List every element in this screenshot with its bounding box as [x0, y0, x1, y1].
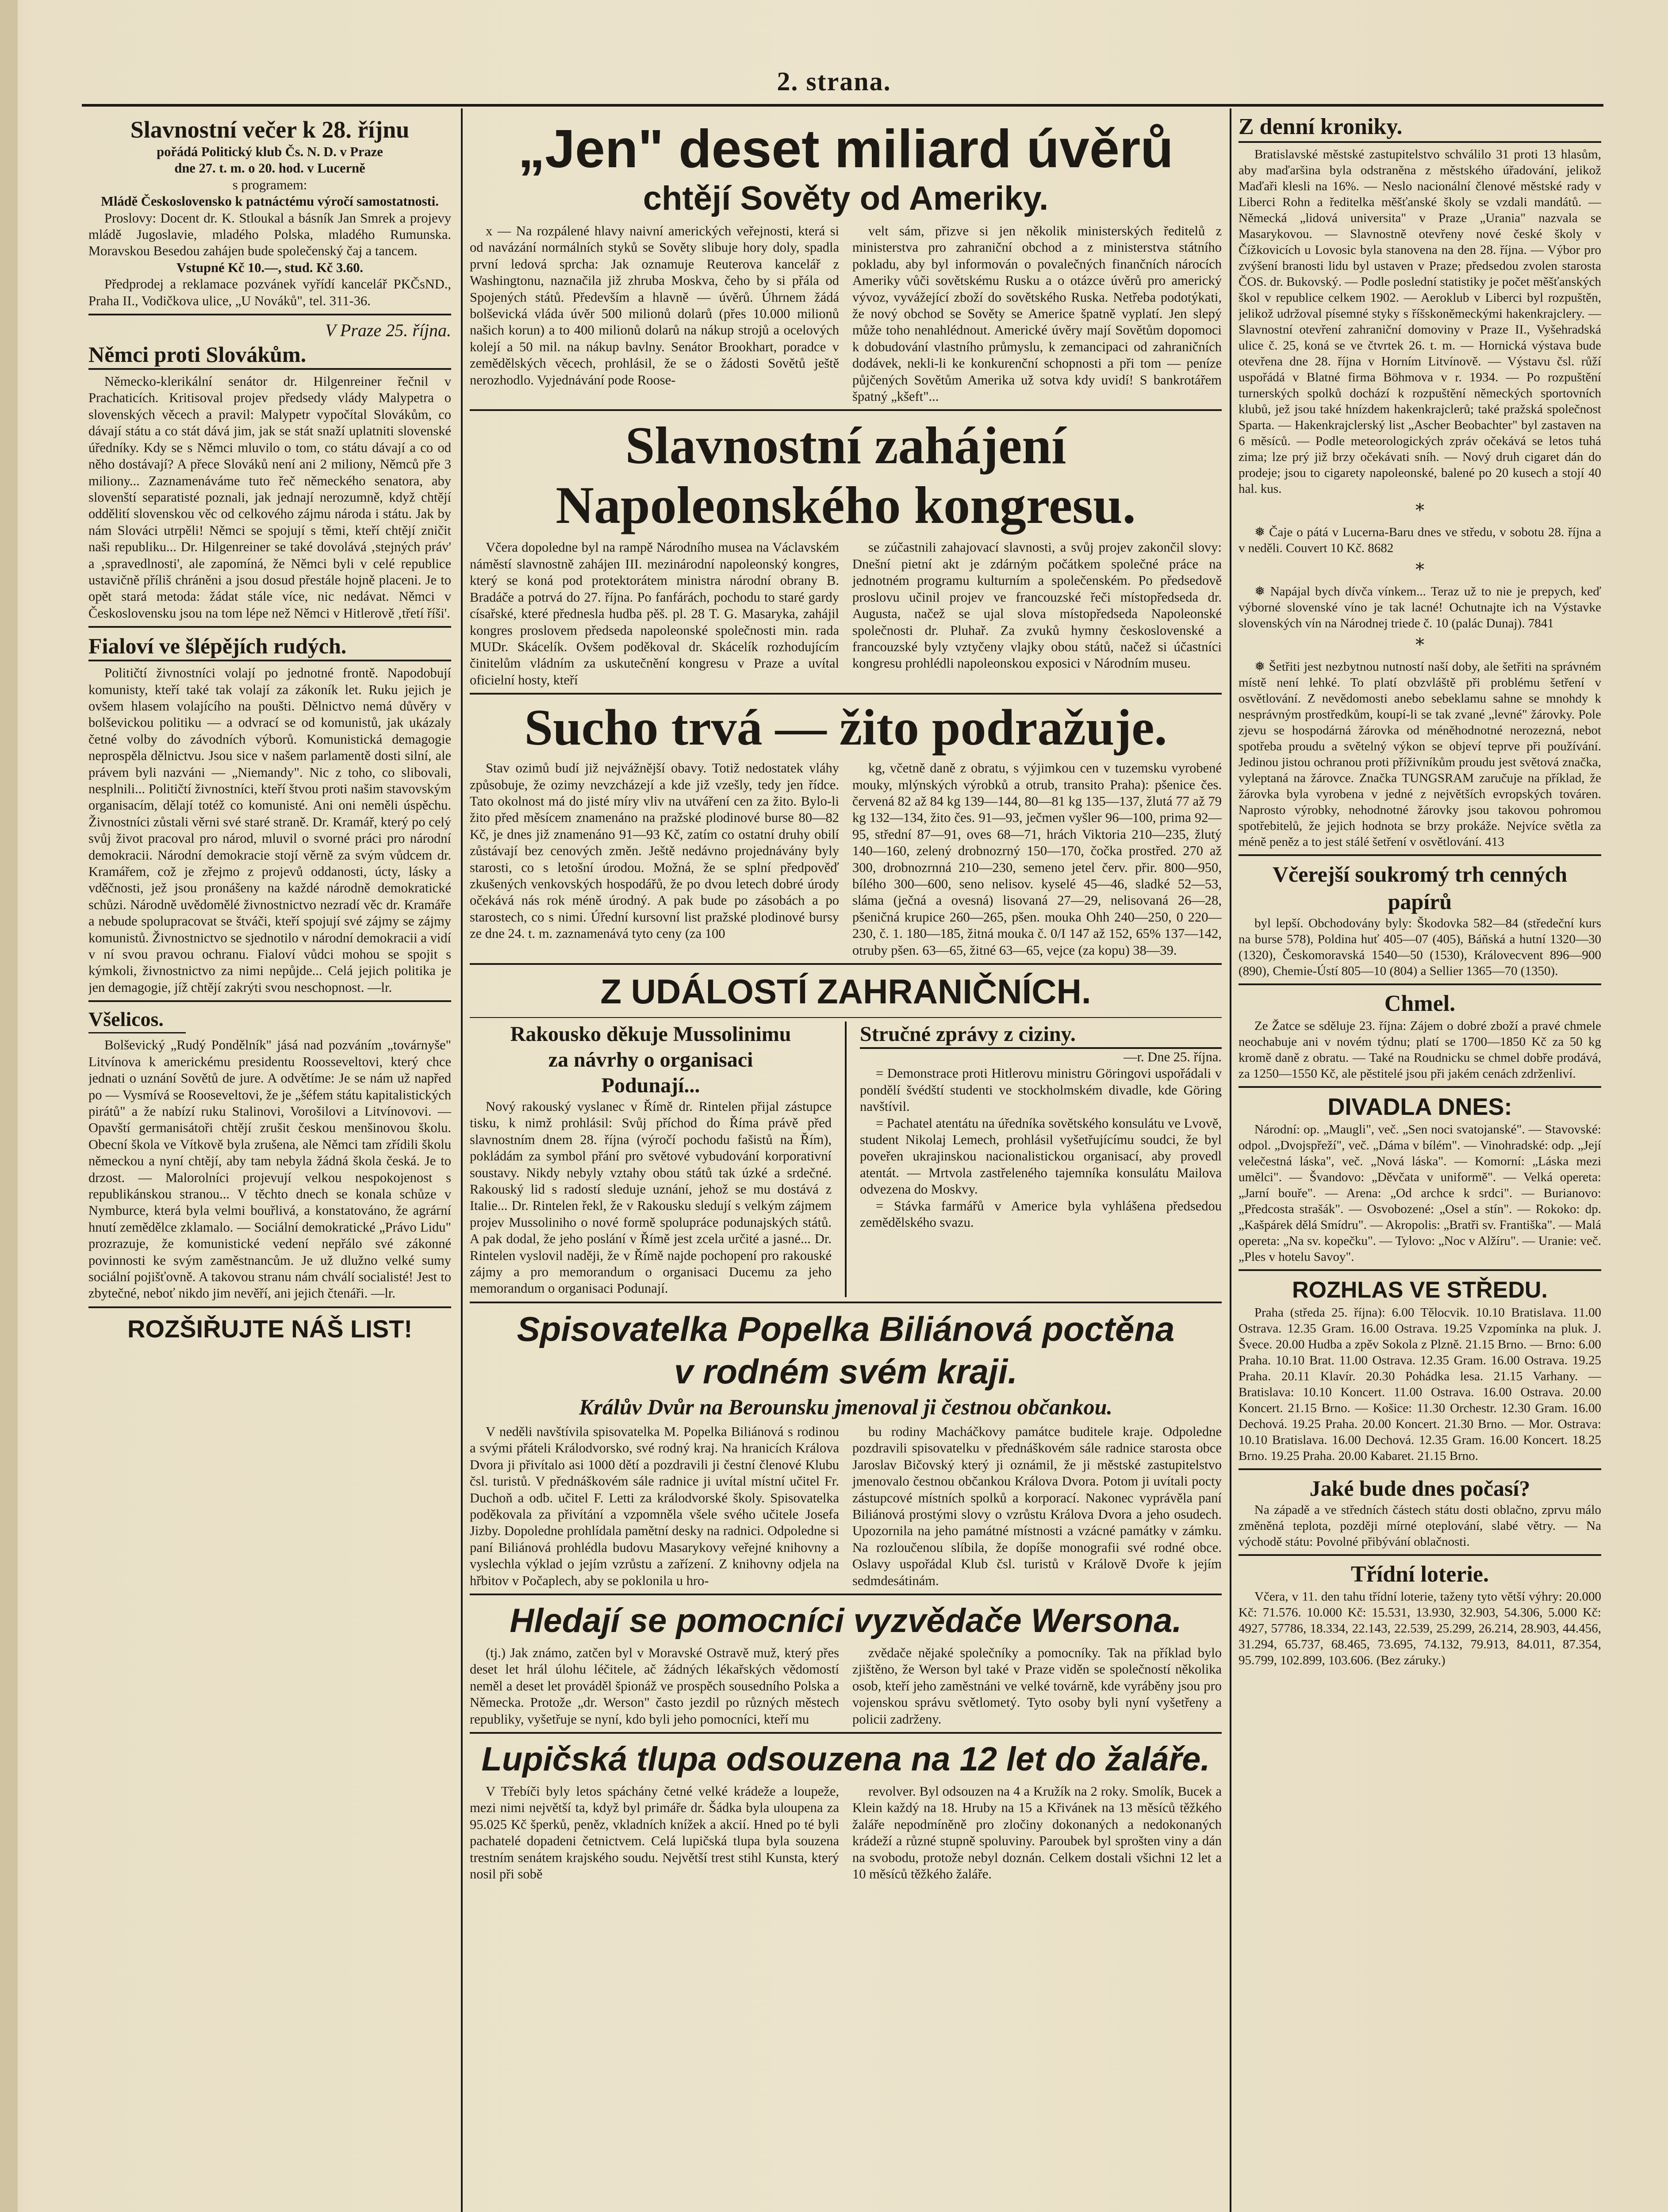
evening-presale-text: Předprodej a reklamace pozvánek vyřídí kancelář PKČsND., Praha II., Vodičkova ulice, „U Nováků", tel. 311-36.: [88, 276, 451, 308]
divider: [1239, 983, 1601, 985]
separator-star: *: [1415, 560, 1424, 580]
hops-title: Chmel.: [1384, 991, 1456, 1016]
austria-title: Rakousko děkuje Mussolinimu: [510, 1022, 791, 1046]
foreign-section-title: Z UDÁLOSTÍ ZAHRANIČNÍCH.: [600, 972, 1091, 1011]
divider: [470, 1017, 1222, 1018]
evening-body: [88, 210, 451, 260]
ad-wine: [1239, 584, 1601, 631]
gang-body-right: [852, 1783, 1222, 1882]
dateline: V Praze 25. října.: [325, 320, 451, 341]
credit-body-left: [470, 223, 839, 405]
column-divider-right: [1230, 108, 1231, 2212]
credit-subtitle: chtějí Sověty od Ameriky.: [643, 180, 1049, 217]
brief-item-text: = Demonstrace proti Hitlerovu ministru Göringovi uspořádali v pondělí švédští studenti ve stockholmském divadle, kde Göring navštívil.: [860, 1066, 1222, 1114]
ad-tungsram: [1239, 659, 1601, 850]
ad-lucerna-text: ❅ Čaje o pátá v Lucerna-Baru dnes ve středu, v sobotu 28. října a v neděli. Couvert 10 Kč. 8682: [1239, 525, 1601, 555]
austria-body-text: Nový rakouský vyslanec v Římě dr. Rintelen přijal zástupce tisku, k nimž prohlásil: Svůj příchod do Říma právě před slavnostním dnem 28. října (výročí pochodu fašistů na Řím), pokládám za symbol přání pro světové vybudování korporativní soustavy. Nikdy nebyly vztahy obou států tak úzké a srdečné. Rakouský lid s radostí sleduje uznání, jehož se mu dostává z Italie... Dr. Rintelen řekl, že v Rakousku sledují s velkým zájmem projev Mussoliniho o nové formě spolupráce podunajských států. A pak dodal, že jeho poslání v Římě jest zcela určité a jasné... Dr. Rintelen vyslovil naději, že v Římě najde pochopení pro rakouské zájmy a pro memorandum o organisaci Ducemu za jeho memorandum o organisaci Podunají.: [470, 1099, 832, 1296]
spy-article: [470, 1645, 1222, 1728]
germans-body-text: Německo-klerikální senátor dr. Hilgenreiner řečnil v Prachaticích. Kritisoval projev předsedy vlády Malypetra o slovenských věcech a pravil: Malypetr vypočítal Slovákům, co dávají státu a co stát dává jim, jak se stát snaží uplatniti slovenské úředníky. Kdy se s Němci mluvilo o tom, co státu dávají a co od něho dostávají? A přece Slováků není ani 2 miliony, Němců pře 3 miliony... Zaznamenáváme tuto řeč německého senatora, aby slovenští separatisté poznali, jak jednají nerozumně, když chtějí oddělití slovenskou věc od celkového zájmu národa i státu. Jak by nám Slováci utrpěli! Němci se spojují s těmi, kteří chtějí zničit naši republiku... Dr. Hilgenreiner se také dovolává ‚stejných práv' a ‚spravedlnosti', ale zapomíná, že Němci byli v celé republice ustavičně příliš chráněni a jsou dosud přestále hojně placeni. Je to opět stará metoda: žádat stále více, nic nedávat. Němci v Československu jsou na tom lépe než Němci v Hitlerově ‚třetí říši'.: [88, 374, 451, 621]
ad-tungsram-text: ❅ Šetřiti jest nezbytnou nutností naší doby, ale šetřiti na správném místě není lehké. To platí obzvláště při problému šetření v osvětlování. Z nevědomosti anebo sebeklamu sahne se mnohdy k nesprávným prostředkům, koupí-li se tak zvané „levné" žárovky. Pole zjevu se hospodárná žárovka od méněhodnotné nerozezná, nebot spotřeba proudu a světelný výkon se objeví teprve při používání. Jedinou jistou ochranou proti příživníkům proudu jest světová značka, vyleptaná na žárovce. Značka TUNGSRAM zaručuje na příklad, že žárovka byla vyrobena v jedné z největších evropských továren. Naprosto výrobky, nehodnotné žárovky jsou takovou pohromou spotřebitelů, že jejich hodnota se brzy prokáže. Nejvíce světla za méně peněz a to jest stálé šetření v osvětlování. 413: [1239, 660, 1601, 849]
austria-title-3: Podunají...: [601, 1074, 700, 1097]
divider: [470, 693, 1222, 695]
austria-body: [470, 1098, 832, 1297]
drought-body-left-text: Stav ozimů budí již nejvážnější obavy. Totiž nedostatek vláhy způsobuje, že ozimy nevzcházejí a kde již vzešly, tedy jen řídce. Tato okolnost má do jisté míry vliv na utváření cen za žito. Bylo-li žito před měsícem znamenáno na pražské plodinové burse 80—82 Kč, je dnes již znamenáno 91—93 Kč, zatím co ostatní druhy obilí zůstávají bez cenových změn. Ještě nedávno projednávány byly starosti, co s letošní úrodou. Možná, že se splní předpověď zkušených venkovských hospodářů, že po dvou letech dobré úrody očekává nás rok méně úrodný. A pak bude po zásobách a po starostech, co s nimi. Úřední kursovní list pražské plodinové bursy ze dne 24. t. m. zaznamenává tyto ceny (za 100: [470, 760, 839, 941]
brief-item: [860, 1198, 1222, 1231]
spy-body-left: [470, 1645, 839, 1728]
weather-title: Jaké bude dnes počasí?: [1309, 1476, 1530, 1501]
weather-body-text: Na západě a ve středních částech státu dosti oblačno, zprvu málo změněná teplota, později mírné oteplování, slabé větry. — Na východě státu: Povolné přibývání oblačnosti.: [1239, 1503, 1601, 1549]
drought-body-left: [470, 760, 839, 959]
left-column: [88, 113, 451, 2212]
divider: [470, 1302, 1222, 1303]
fialovi-title: Fialoví ve šlépějích rudých.: [88, 632, 451, 661]
vselicos-body: [88, 1037, 451, 1302]
austria-article: [470, 1022, 832, 1297]
lottery-body-text: Včera, v 11. den tahu třídní loterie, taženy tyto větší výhry: 20.000 Kč: 71.576. 10.000 Kč: 15.531, 13.930, 32.903, 54.306, 5.000 Kč: 4927, 57786, 18.334, 22.143, 22.539, 25.299, 26.214, 28.903, 44.456, 31.294, 65.737, 68.465, 73.695, 74.132, 79.913, 84.011, 87.354, 95.799, 102.899, 103.606. (Bez záruky.): [1239, 1590, 1601, 1667]
divider: [1239, 854, 1601, 856]
evening-line: s programem:: [232, 177, 307, 192]
radio-title: ROZHLAS VE STŘEDU.: [1292, 1277, 1548, 1303]
popelka-body-right-text: bu rodiny Macháčkovy památce buditele kraje. Odpoledne pozdravili spisovatelku v přednáškovém sále radnice starosta obce Jaroslav Bičovský který ji oznámil, že ji městské zastupitelstvo jmenovalo čestnou občankou Králova Dvora. Potom ji uvítali pocty zástupcové místních spolků a korporací. Nakonec vyprávěla paní Biliánová prostými slovy o vzrůstu Králova Dvora a jeho osudech. Upozornila na jeho památné místnosti a vzácné památky v zámku. Na rozloučenou slíbila, že dopíše monografii své rodné obce. Oslavy uspořádal Klub čsl. turistů v Králově Dvoře k jejím sedmdesátinám.: [852, 1424, 1222, 1588]
divider: [1239, 1468, 1601, 1470]
header-rule: [82, 104, 1603, 107]
spread-slogan: ROZŠIŘUJTE NÁŠ LIST!: [127, 1314, 413, 1343]
gang-body-left: [470, 1783, 839, 1882]
stock-title: Včerejší soukromý trh cenných papírů: [1272, 862, 1568, 914]
brief-article: [860, 1022, 1222, 1297]
chronicle-body-text: Bratislavské městské zastupitelstvo schválilo 31 proti 13 hlasům, aby maďaršina byla odstraněna z městského úřadování, jelikož Maďaři klesli na 16%. — Neslo nacionální členové městské rady v Liberci Rohn a ředitelka měšťanské školy se vzdali mandátů. — Německá „lidová universita" v Praze „Urania" nazvala se Masarykovou. — Slavnostně otevřeny nové české školy v Čížkovicích u Lovosic byla stanovena na den 28. října. — Výbor pro zvýšení branosti lidu byl ustaven v Praze; předsedou zvolen starosta ČOS. dr. Bukovský. — Podle poslední statistiky je počet měšťanských škol v republice celkem 1902. — Aeroklub v Liberci byl rozpuštěn, jelikož udržoval písemné styky s říšskoněmeckými hakenkrajclery. — Slavnostní otevření zahraniční domoviny v Praze II., Vyšehradská ulice č. 25, koná se ve čtvrtek 26. t. m. — Hornická výstava bude otevřena dne 28. října v Horním Litvínově. — Výstavu čsl. růží uspořádá v Blatné firma Böhmova v r. 1934. — Po rozpuštění turnerských spolků dochází k rozpuštění německých sportovních klubů, jež jsou také hnízdem hakenkrajclerů; také pražská společnost Sparta. — Hakenkrajclerský list „Ascher Beobachter" byl zastaven na 6 měsíců. — Podle meteorologických zpráv očekává se letos tuhá zima; lze prý již brzy očekávati sníh. — Nový druh cigaret dán do prodeje; jsou to cigarety napoleonské, balené po 20 kusech a stojí 40 hal. kus.: [1239, 147, 1601, 496]
vselicos-body-text: Bolševický „Rudý Pondělník" jásá nad pozváním „továrnyše" Litvínova k americkému presidentu Roosseveltovi, který chce jednati o uznání Sovětů de jure. A odvětíme: Je se nám už napřed po — Vysmívá se Rooseveltovi, že je „šéfem státu kapitalistických pirátů" a že nabízí ruku Stalinovi, Vorošilovi a Litvínovovi. — Opavští germanisátoři chtějí zrušit českou menšinovou školu. Obecní škola ve Vítkově byla zrušena, ale Němci tam zřídili školu německou a nyní chtějí, aby tam nebyla žádná škola česká. Je to drzost. — Malorolníci projevují velkou nespokojenost s republikánskou stranou... V těchto dnech se konala schůze v Nymburce, která byla velmi bouřlivá, a konstatováno, že agrární hnutí zemědělce zklamalo. — Sociální demokratické „Právo Lidu" prozrazuje, že komunistické vedení nepřálo své zákonné povinnosti ke svým zaměstnancům. Je už dlužno velké sumy sociální pojišťovně. A takovou stranu nám chválí socialisté! Jest to zbytečné, neboť nikdo jim nevěří, ani jejich čtenáři. —lr.: [88, 1037, 451, 1301]
popelka-title: Spisovatelka Popelka Biliánová poctěna: [517, 1309, 1175, 1348]
divider: [470, 1732, 1222, 1734]
separator-star: *: [1415, 500, 1424, 521]
gang-body-left-text: V Třebíči byly letos spáchány četné velké krádeže a loupeže, mezi nimi největší ta, když byl primáře dr. Šádka byla uloupena za 95.025 Kč šperků, peněz, vkladních knížek a akcií. Hned po té byli pachatelé dopadeni četnictvem. Celá lupičská tlupa byla souzena trestním senátem krajského soudu. Největší trest stihl Kunsta, který nosil při sobě: [470, 1783, 839, 1882]
divider: [1239, 1086, 1601, 1088]
chronicle-body: [1239, 146, 1601, 497]
credit-body-right-text: velt sám, přizve si jen několik ministerských ředitelů z ministerstva pro zahraniční obchod a z ministerstva státního pokladu, aby byl informován o povalečných finančních nárocích Ameriky vůči sovětskému Rusku a o otázce úvěrů pro americký vývoz, vyvážející zboží do sovětského Ruska. Netřeba podotýkati, že nový obchod se Sověty se Americe špatně vyplatí. Jen slepý může toho nenahlédnout. Americké úvěry mají Sovětům dopomoci k dobudování vlastního průmyslu, k zemancipaci od zahraničních dodávek, nekli-li ke konkurenční schopnosti a při tom — peníze půjčených Sovětům Amerika už sotva kdy uvidí! S bankrotářem špatný „kšeft"...: [852, 223, 1222, 404]
lottery-body: [1239, 1589, 1601, 1668]
theatre-body-text: Národní: op. „Maugli", več. „Sen noci svatojanské". — Stavovské: odpol. „Dvojspřeží", več. „Dáma v bílém". — Vinohradské: odp. „Její velečestná láska", več. „Nová láska". — Komorní: „Láska mezi umělci". — Švandovo: „Děvčata v uniformě". — Velká opereta: „Jarní bouře". — Arena: „Od archce k srdci". — Burianovo: „Předcosta strašák". — Osvobozené: „Osel a stín". — Rokoko: dp. „Kašpárek dělá Smídru". — Akropolis: „Bratři sv. Františka". — Malá opereta: „Na sv. kopečku". — Tylovo: „Noc v Alžíru". — Uranie: več. „Ples v hotelu Savoy".: [1239, 1122, 1601, 1264]
weather-body: [1239, 1502, 1601, 1550]
spy-body-left-text: (tj.) Jak známo, zatčen byl v Moravské Ostravě muž, který přes deset let hrál úlohu léčitele, ač žádných lékařských vědomostí neměl a deset let prováděl špionáž ve prospěch sousedního Polska a Německa. Protože „dr. Werson" často jezdil po různých městech republiky, vyšetřuje se nyní, kdo byli jeho pomocníci, kteří mu: [470, 1645, 839, 1727]
evening-price: Vstupné Kč 10.—, stud. Kč 3.60.: [176, 260, 363, 275]
congress-body-right: [852, 539, 1222, 688]
popelka-title-2: v rodném svém kraji.: [674, 1352, 1018, 1391]
lottery-title: Třídní loterie.: [1351, 1562, 1489, 1587]
drought-title: Sucho trvá — žito podražuje.: [524, 699, 1167, 757]
congress-subtitle: Napoleonského kongresu.: [556, 476, 1136, 535]
center-section: [470, 113, 1222, 2212]
stock-body: [1239, 915, 1601, 979]
brief-item-text: = Pachatel atentátu na úředníka sovětského konsulátu ve Lvově, student Nikolaj Lemech, prohlásil vyšetřujícímu soudci, že byl poveřen ukrajinskou nacionalistickou organisací, aby provedl atentát. — Mrtvola zastřeleného tajemníka konsulátu Mailova odvezena do Moskvy.: [860, 1115, 1222, 1197]
congress-title: Slavnostní zahájení: [625, 416, 1066, 475]
popelka-body-left: [470, 1424, 839, 1589]
brief-item: [860, 1065, 1222, 1115]
divider: [470, 963, 1222, 965]
divider: [470, 1594, 1222, 1595]
credit-body-left-text: x — Na rozpálené hlavy naivní amerických veřejnosti, která si od navázání normálních styků se Sověty slibuje hory doly, spadla první ledová sprcha: Jak oznamuje Reuterova kancelář z Washingtonu, naznačila již zhruba Moskva, čeho by si přála od Spojených států. Především a hlavně — úvěrů. Úhrnem žádá bolševická vláda úvěr 500 milionů dolarů (přes 10.000 milionů našich korun) a to 400 milionů dolarů na nákup strojů a ocelových kolejí a 50 mil. na nákup bavlny. Senátor Brookhart, poradce v zemědělských věcech, prohlásil, že se o žádosti Sovětů ještě nerozhodlo. Vyjednávání pode Roose-: [470, 223, 839, 388]
evening-body-text: Proslovy: Docent dr. K. Stloukal a básník Jan Smrek a projevy mládě Jugoslavie, mladého Polska, mladého Rumunska. Moravskou Besedou zahájen bude společenský čaj a tancem.: [88, 210, 451, 259]
spy-title: Hledají se pomocníci vyzvědače Wersona.: [510, 1601, 1182, 1640]
theatre-body: [1239, 1121, 1601, 1265]
credit-article: [470, 223, 1222, 405]
stock-body-text: byl lepší. Obchodovány byly: Škodovka 582—84 (středeční kurs na burse 578), Poldina huť 405—07 (405), Báňská a hutní 1320—30 (1320), Českomoravská 1540—50 (1530), Královecvent 896—900 (890), Chemie-Ústí 805—10 (804) a Sellier 1365—70 (1350).: [1239, 916, 1601, 978]
evening-title: Slavnostní večer k 28. říjnu: [130, 116, 410, 143]
column-divider: [845, 1022, 847, 1297]
divider: [88, 1000, 451, 1002]
brief-item: [860, 1115, 1222, 1198]
brief-item-text: = Stávka farmářů v Americe byla vyhlášena předsedou zemědělského svazu.: [860, 1198, 1222, 1230]
page-number: 2. strana.: [777, 67, 891, 96]
germans-title: Němci proti Slovákům.: [88, 341, 451, 370]
drought-body-right-text: kg, včetně daně z obratu, s výjimkou cen v tuzemsku vyrobené mouky, mlýnských výrobků a otrub, transito Praha): pšenice čes. červená 82 až 84 kg 139—144, 80—81 kg 135—137, žlutá 77 až 79 kg 132—134, žito čes. 91—93, ječmen vyšler 96—100, prima 92—95, střední 87—91, oves 68—71, hrách Viktoria 210—235, žlutý 140—160, zelený drobnozrný 150—170, čočka prostřed. 270 až 300, drobnozrnná 210—230, semeno jetel červ. přir. 800—950, bílého 300—600, seno nelisov. kyselé 45—46, sladké 52—53, sláma (ječná a ovesná) lisovaná 27—29, nelisovaná 26—28, pšeničná krupice 260—265, pšen. mouka Ohh 240—250, 0 220—230, č. 1. 180—185, žitná mouka č. 0/I 147 až 152, 65% 137—142, otruby pšen. 63—65, žitné 63—65, vejce (za kopu) 38—39.: [852, 760, 1222, 958]
gang-title: Lupičská tlupa odsouzena na 12 let do žaláře.: [481, 1740, 1210, 1778]
evening-line: Mládě Československo k patnáctému výročí samostatnosti.: [101, 194, 439, 209]
page-edge: [0, 0, 18, 2212]
popelka-body-right: [852, 1424, 1222, 1589]
radio-body-text: Praha (středa 25. října): 6.00 Tělocvik. 10.10 Bratislava. 11.00 Ostrava. 12.35 Gram. 16.00 Ostrava. 19.25 Vzpomínka na pluk. J. Švece. 20.00 Hudba a zpěv Sokola z Plzně. 21.15 Brno. — Brno: 6.00 Praha. 10.10 Brat. 11.00 Ostrava. 12.35 Gram. 16.00 Ostrava. 19.25 Praha. 20.11 Klavír. 20.30 Pohádka lesa. 21.15 Varhany. — Bratislava: 10.10 Koncert. 11.00 Ostrava. 16.00 Ostrava. 20.00 Koncert. 21.15 Brno. — Košice: 11.30 Orchestr. 12.30 Gram. 16.00 Dechová. 19.25 Praha. 20.00 Koncert. 21.30 Brno. — Mor. Ostrava: 10.10 Bratislava. 16.00 Dechová. 12.35 Gram. 16.00 Koncert. 18.25 Brno. 19.25 Praha. 20.00 Kabaret. 21.15 Brno.: [1239, 1306, 1601, 1463]
spy-body-right-text: zvědače nějaké společníky a pomocníky. Tak na příklad bylo zjištěno, že Werson byl také v Praze viděn se společností několika osob, kteří jeho zaměstnáni ve velké továrně, kde vyráběny jsou pro vojenskou správu světlometý. Tyto osoby byli nyní vyšetřeny a policii zadrženy.: [852, 1645, 1222, 1727]
ad-lucerna: [1239, 524, 1601, 556]
vselicos-title: Všelicos.: [88, 1006, 186, 1033]
congress-body-right-text: se zúčastnili zahajovací slavnosti, a svůj projev zakončil slovy: Dnešní pietní akt je zdárným počátkem společné práce na jednotném programu kulturním a společenském. Po předsedově proslovu učinil projev ve francouzské řeči místopředseda dr. Augusta, načež se ujal slova místopředseda Napoleonské společnosti dr. Pluhař. Za zvuků hymny československé a francouzské byly vztyčeny vlajky obou států, načež si účastníci kongresu prohlédli napoleonskou exposici v Národním museu.: [852, 540, 1222, 671]
drought-article: [470, 760, 1222, 959]
evening-line: dne 27. t. m. o 20. hod. v Lucerně: [174, 161, 365, 176]
chronicle-title: Z denní kroniky.: [1239, 113, 1601, 143]
popelka-body-left-text: V neděli navštívila spisovatelka M. Popelka Biliánová s rodinou a svými přáteli Králodvorsko, své rodný kraj. Na hranicích Králova Dvora ji přivítalo asi 1000 dětí a pozdravili ji čestní členové Klubu čsl. turistů. V přednáškovém sále radnice ji uvítal místní učitel Fr. Duchoň a odb. učitel F. Letti za králodvorské školy. Spisovatelka poděkovala za přivítání a vzpomněla všele svého učitele Josefa Jizby. Dopoledne prohlídala pamětní desky na radnici. Odpoledne si paní Biliánová prohlédla budovu Masarykovy veřejné knihovny a vyslechla výklad o jejím vzrůstu a zařízení. Z knihovny odjela na hřbitov v Počaplech, aby se poklonila u hro-: [470, 1424, 839, 1588]
drought-body-right: [852, 760, 1222, 959]
gang-body-right-text: revolver. Byl odsouzen na 4 a Kružík na 2 roky. Smolík, Bucek a Klein každý na 18. Hruby na 15 a Křivánek na 13 měsíců těžkého žaláře nepodmíněně pro zločiny dokonaných a nedokonaných krádeží a různé stupně spoluviny. Paroubek byl sprošten viny a dán na svobodu, protože nebyl doznán. Celkem dostali všichni 12 let a 10 měsíců těžkého žaláře.: [852, 1783, 1222, 1882]
spy-body-right: [852, 1645, 1222, 1728]
congress-body-left: [470, 539, 839, 688]
credit-body-right: [852, 223, 1222, 405]
evening-line: pořádá Politický klub Čs. N. D. v Praze: [157, 144, 383, 159]
radio-body: [1239, 1305, 1601, 1464]
right-column: [1239, 113, 1601, 2212]
fialovi-body-text: Političtí živnostníci volají po jednotné frontě. Napodobují komunisty, kteří také tak volají za zákoník let. Ruku jejich je ovšem hlasem volajícího na poušti. Dělnictvo nemá důvěry v bolševickou politiku — a odvrací se od komunistů, jak ukázaly četné volby do závodních výborů. Komunistická demagogie neprospěla dělnictvu. Jsou sice v našem parlamentě dosti silní, ale právem byli nazváni — „Niemandy". Nic z toho, co slibovali, nesplnili... Političtí živnostníci, kteří štvou proti našim stavovským organisacím, dělají totéž co komunisté. Ani oni neměli úspěchu. Živnostníci zůstali věrni své staré straně. Dr. Kramář, který po celý svůj život pracoval pro národ, mluvil o svorné práci pro národní demokracii. Národní demokracie stojí věrně za svým vůdcem dr. Kramářem, což je zřejmo z projevů oddanosti, úcty, lásky a vděčnosti, jež jsou pronášeny na každé národně demokratické schůzi. Národně uvědomělé živnostnictvo nezradí věc dr. Kramáře a nebude spolupracovat se štváči, kteří spojují své zájmy se zájmy komunistů. Živnostnictvo se sjednotilo v národní demokracii a vidí v ní svou pravou ochranu. Fialoví vůdci mohou se spojit s kýmkoli, živnostnictvo za nimi nepůjde... Celá jejich politika je jen demagogie, jíž chtějí zakrýti svou neschopnost. —lr.: [88, 665, 451, 995]
divider: [88, 626, 451, 628]
austria-title-2: za návrhy o organisaci: [548, 1048, 753, 1071]
separator-star: *: [1415, 635, 1424, 655]
brief-dateline: —r. Dne 25. října.: [1124, 1049, 1222, 1064]
divider: [88, 314, 451, 315]
divider: [1239, 1269, 1601, 1271]
evening-details: [88, 144, 451, 210]
gang-article: [470, 1783, 1222, 1882]
congress-article: [470, 539, 1222, 688]
hops-body: [1239, 1018, 1601, 1082]
evening-presale: [88, 276, 451, 309]
divider: [88, 1306, 451, 1308]
popelka-article: [470, 1424, 1222, 1589]
ad-wine-text: ❅ Napájal bych dívča vínkem... Teraz už to nie je prepych, keď výborné slovenské víno je tak lacné! Ochutnajte ich na Výstavke slovenských vín na Národnej triede č. 10 (palác Dunaj). 7841: [1239, 584, 1601, 630]
divider: [1239, 1554, 1601, 1556]
foreign-section: [470, 1022, 1222, 1297]
popelka-subtitle: Králův Dvůr na Berounsku jmenoval ji čestnou občankou.: [579, 1394, 1112, 1419]
credit-title: „Jen" deset miliard úvěrů: [518, 119, 1173, 179]
brief-title: Stručné zprávy z ciziny.: [860, 1022, 1222, 1049]
congress-body-left-text: Včera dopoledne byl na rampě Národního musea na Václavském náměstí slavnostně zahájen III. mezinárodní napoleonský kongres, který se koná pod protektorátem ministra národní obrany B. Bradáče a potrvá do 27. října. Po fanfárách, pochodu to staré gardy císařské, které přednesla hudba pěš. pl. 28 T. G. Masaryka, zahájil kongres proslovem předseda napoleonské společnosti min. rada MUDr. Skácelík. Ovšem poděkoval dr. Skácelík rozhodujícím činitelům vládním za uskutečnění kongresu v Praze a uvítal oficielní hosty, kteří: [470, 540, 839, 687]
column-divider-left: [461, 108, 463, 2212]
germans-body: [88, 373, 451, 622]
fialovi-body: [88, 665, 451, 996]
hops-body-text: Ze Žatce se sděluje 23. října: Zájem o dobré zboží a pravé chmele neochabuje ani v novém týdnu; platí se 1700—1850 Kč za 50 kg kromě daně z obratu. — Také na Roudnicku se chmel dobře prodává, za 1250—1550 Kč, ale pěstitelé jsou při jakém cenách zdrženliví.: [1239, 1019, 1601, 1081]
theatre-title: DIVADLA DNES:: [1327, 1094, 1512, 1120]
divider: [470, 409, 1222, 411]
